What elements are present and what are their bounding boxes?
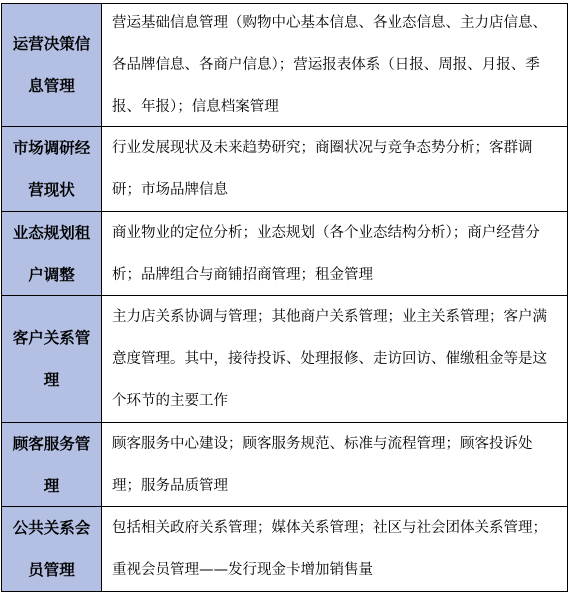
row-content: 顾客服务中心建设；顾客服务规范、标准与流程管理；顾客投诉处理；服务品质管理 [112, 435, 533, 494]
row-content: 包括相关政府关系管理；媒体关系管理；社区与社会团体关系管理；重视会员管理——发行现金卡增加销售量 [112, 520, 547, 578]
row-label: 运营决策信息管理 [12, 35, 91, 95]
row-content-cell [102, 507, 568, 591]
row-content-cell [102, 296, 568, 422]
row-content: 商业物业的定位分析；业态规划（各个业态结构分析）；商户经营分析；品牌组合与商铺招商管理；租金管理 [112, 224, 540, 283]
row-content: 主力店关系协调与管理；其他商户关系管理；业主关系管理；客户满意度管理。其中，接待投诉、处理报修、走访回访、催缴租金等是这个环节的主要工作 [112, 309, 547, 409]
row-label-cell [2, 507, 102, 591]
table-row [2, 4, 568, 127]
row-label: 市场调研经营现状 [12, 139, 91, 199]
management-table [1, 3, 568, 592]
row-label-cell [2, 212, 102, 295]
row-content: 行业发展现状及未来趋势研究；商圈状况与竞争态势分析；客群调研；市场品牌信息 [112, 140, 533, 198]
row-label-cell [2, 296, 102, 422]
row-label: 公共关系会员管理 [12, 519, 91, 579]
table-row [2, 507, 568, 592]
row-label-cell [2, 127, 102, 211]
table-row [2, 127, 568, 212]
row-label-cell [2, 4, 102, 126]
table-row [2, 296, 568, 423]
row-content: 营运基础信息管理（购物中心基本信息、各业态信息、主力店信息、各品牌信息、各商户信息）；营运报表体系（日报、周报、月报、季报、年报）；信息档案管理 [112, 15, 547, 115]
row-label: 顾客服务管理 [12, 434, 91, 495]
table-row [2, 423, 568, 507]
table-row [2, 212, 568, 296]
row-content-cell [102, 423, 568, 506]
row-content-cell [102, 127, 568, 211]
row-label-cell [2, 423, 102, 506]
row-label: 客户关系管理 [12, 329, 91, 389]
row-label: 业态规划租户调整 [12, 223, 91, 284]
row-content-cell [102, 4, 568, 126]
row-content-cell [102, 212, 568, 295]
